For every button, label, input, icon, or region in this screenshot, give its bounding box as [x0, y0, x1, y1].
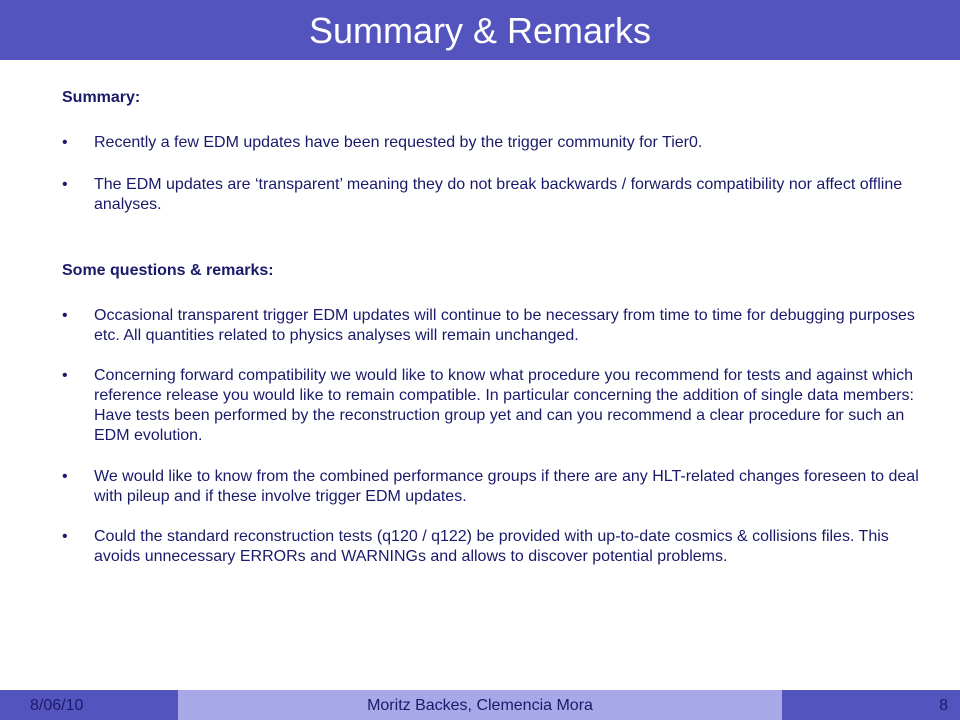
- bullet-text: Could the standard reconstruction tests (q120 / q122) be provided with up-to-date cosmics & collisions files. This avoids unnecessary ERRORs and WARNINGs and allows to discover potential problems.: [94, 528, 889, 565]
- slide-title: Summary & Remarks: [308, 10, 652, 51]
- bullet-dot: •: [62, 528, 68, 545]
- bullet-text: We would like to know from the combined performance groups if there are any HLT-related changes foreseen to deal with pileup and if these involve trigger EDM updates.: [94, 468, 919, 505]
- bullet-text: Concerning forward compatibility we would like to know what procedure you recommend for tests and against which reference release you would like to remain compatible. In particular concerning the addition of single data members: Have tests been performed by the reconstruction group yet and can you recommend a clear procedure for such an EDM evolution.: [94, 367, 914, 444]
- bullet-text: The EDM updates are ‘transparent’ meaning they do not break backwards / forwards compatibility nor affect offline analyses.: [94, 176, 903, 213]
- footer-authors: Moritz Backes, Clemencia Mora: [178, 690, 782, 720]
- remarks-bullet: [62, 527, 922, 567]
- summary-bullet: [62, 175, 922, 215]
- slide-content: [62, 88, 922, 567]
- bullet-dot: •: [62, 307, 68, 324]
- bullet-text: Recently a few EDM updates have been requested by the trigger community for Tier0.: [94, 134, 703, 151]
- bullet-dot: •: [62, 134, 68, 151]
- title-bar: [0, 0, 960, 60]
- bullet-dot: •: [62, 468, 68, 485]
- slide-footer: [0, 690, 960, 720]
- remarks-bullet: [62, 306, 922, 346]
- bullet-text: Occasional transparent trigger EDM updates will continue to be necessary from time to time for debugging purposes etc. All quantities related to physics analyses will remain unchanged.: [94, 307, 915, 344]
- remarks-bullet: [62, 366, 922, 446]
- remarks-heading: Some questions & remarks:: [62, 262, 274, 279]
- remarks-bullet: [62, 467, 922, 507]
- footer-date: 8/06/10: [0, 690, 178, 720]
- summary-heading: Summary:: [62, 89, 141, 106]
- bullet-dot: •: [62, 367, 68, 384]
- page-number: 8: [782, 690, 960, 720]
- bullet-dot: •: [62, 176, 68, 193]
- summary-bullet: [62, 133, 922, 153]
